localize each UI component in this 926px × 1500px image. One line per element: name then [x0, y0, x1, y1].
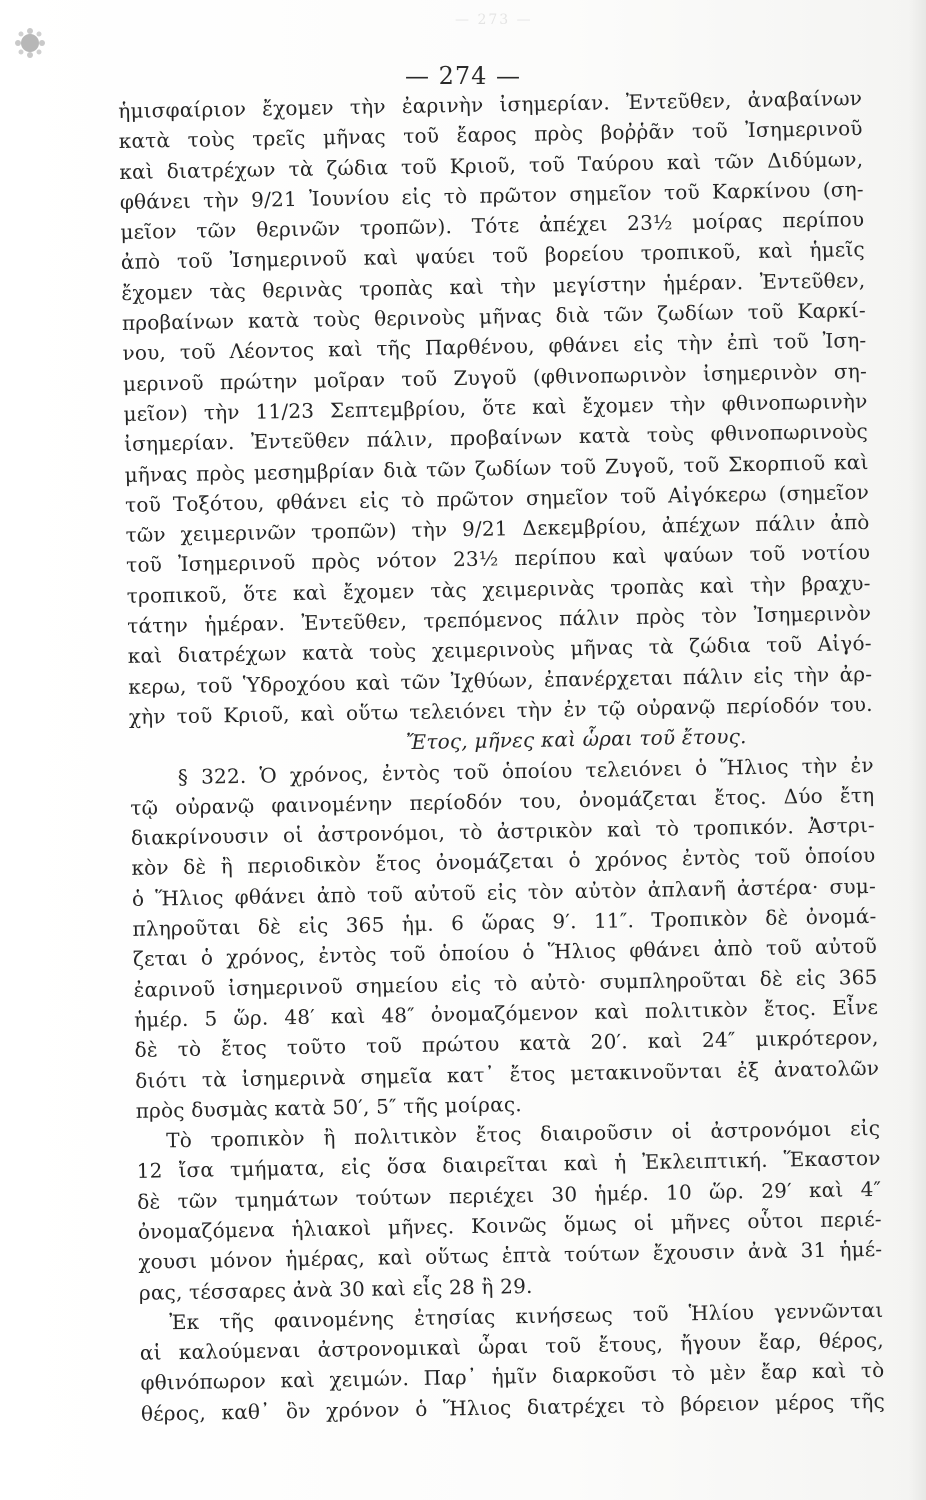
page-number: — 274 — [404, 62, 522, 90]
ink-stain-icon [12, 25, 48, 61]
text-line: κερω, τοῦ Ὑδροχόου καὶ τῶν Ἰχθύων, ἐπανέρχεται πάλιν εἰς τὴν ἀρ- [128, 661, 873, 699]
text-line: ἰσημερίαν. Ἐντεῦθεν πάλιν, προβαίνων κατὰ τοὺς φθινοπωρινοὺς [123, 419, 869, 457]
body-text [118, 83, 885, 1429]
text-line: τροπικοῦ, ὅτε καὶ ἔχομεν τὰς χειμερινὰς τροπὰς καὶ τὴν βραχυ- [126, 570, 871, 608]
text-line: διακρίνουσιν οἱ ἀστρονόμοι, τὸ ἀστρικὸν καὶ τὸ τροπικόν. Ἀστρι- [130, 813, 876, 851]
text-line: πληροῦται δὲ εἰς 365 ἡμ. 6 ὥρας 9′. 11″. Τροπικὸν δὲ ὀνομά- [132, 903, 877, 941]
text-line: χὴν τοῦ Κριοῦ, καὶ οὕτω τελειόνει τὴν ἐν τῷ οὐρανῷ περίοδόν του. [128, 691, 873, 729]
text-line: κὸν δὲ ἢ περιοδικὸν ἔτος ὀνομάζεται ὁ χρόνος ἐντὸς τοῦ ὁποίου [131, 843, 876, 881]
text-line: φθινόπωρον καὶ χειμών. Παρ᾿ ἡμῖν διαρκοῦσι τὸ μὲν ἔαρ καὶ τὸ [140, 1358, 885, 1396]
text-line: καὶ διατρέχων κατὰ τοὺς χειμερινοὺς μῆνας τὰ ζώδια τοῦ Αἰγό- [127, 631, 872, 669]
paragraph-start-line: Τὸ τροπικὸν ἢ πολιτικὸν ἔτος διαιροῦσιν οἱ ἀστρονόμοι εἰς [166, 1115, 881, 1153]
text-line: ὀνομαζόμενα ἡλιακοὶ μῆνες. Κοινῶς ὅμως οἱ μῆνες οὗτοι περιέ- [137, 1206, 882, 1244]
text-line: ἔχομεν τὰς θερινὰς τροπὰς καὶ τὴν μεγίστην ἡμέραν. Ἐντεῦθεν, [121, 267, 866, 305]
text-line: διότι τὰ ἰσημερινὰ σημεῖα κατ᾿ ἔτος μετακινοῦνται ἐξ ἀνατολῶν [134, 1055, 880, 1093]
text-line: μῆνας πρὸς μεσημβρίαν διὰ τῶν ζωδίων τοῦ Ζυγοῦ, τοῦ Σκορπιοῦ καὶ [124, 449, 869, 487]
text-line: δὲ τὸ ἔτος τοῦτο τοῦ πρώτου κατὰ 20′. καὶ 24″ μικρότερον, [134, 1025, 879, 1063]
text-line: δὲ τῶν τμημάτων τούτων περιέχει 30 ἡμέρ. 10 ὥρ. 29′ καὶ 4″ [137, 1176, 882, 1214]
text-line: ζεται ὁ χρόνος, ἐντὸς τοῦ ὁποίου ὁ Ἥλιος φθάνει ἀπὸ τοῦ αὐτοῦ [132, 934, 878, 972]
text-line: θέρος, καθ᾿ ὃν χρόνον ὁ Ἥλιος διατρέχει τὸ βόρειον μέρος τῆς [140, 1388, 886, 1426]
paragraph-start-line: Ἐκ τῆς φαινομένης ἐτησίας κινήσεως τοῦ Ἡλίου γεννῶνται [169, 1297, 884, 1335]
section-paragraph-start: § 322. Ὁ χρόνος, ἐντὸς τοῦ ὁποίου τελειόνει ὁ Ἥλιος τὴν ἐν [177, 752, 874, 789]
text-line: τοῦ Ἰσημερινοῦ πρὸς νότον 23½ περίπου καὶ ψαύων τοῦ νοτίου [125, 540, 871, 578]
text-line: μερινοῦ πρώτην μοῖραν τοῦ Ζυγοῦ (φθινοπωρινὸν ἰσημερινὸν ση- [122, 358, 868, 396]
text-line: αἱ καλούμεναι ἀστρονομικαὶ ὧραι τοῦ ἔτους, ἤγουν ἔαρ, θέρος, [139, 1327, 885, 1365]
text-line: προβαίνων κατὰ τοὺς θερινοὺς μῆνας διὰ τῶν ζωδίων τοῦ Καρκί- [121, 298, 867, 336]
text-line: ἡμισφαίριον ἔχομεν τὴν ἐαρινὴν ἰσημερίαν. Ἐντεῦθεν, ἀναβαίνων [118, 86, 863, 123]
text-line: μεῖον) τὴν 11/23 Σεπτεμβρίου, ὅτε καὶ ἔχομεν τὴν φθινοπωρινὴν [123, 388, 868, 426]
text-line: ἡμέρ. 5 ὥρ. 48′ καὶ 48″ ὀνομαζόμενον καὶ πολιτικὸν ἔτος. Εἶνε [133, 994, 879, 1032]
paragraph-end-line: πρὸς δυσμὰς κατὰ 50′, 5″ τῆς μοίρας. [135, 1091, 522, 1123]
paragraph-end-line: ρας, τέσσαρες ἀνὰ 30 καὶ εἷς 28 ἢ 29. [138, 1273, 533, 1305]
text-line: χουσι μόνον ἡμέρας, καὶ οὕτως ἑπτὰ τούτων ἔχουσιν ἀνὰ 31 ἡμέ- [138, 1237, 883, 1275]
text-line: ἀπὸ τοῦ Ἰσημερινοῦ καὶ ψαύει τοῦ βορείου τροπικοῦ, καὶ ἡμεῖς [120, 237, 866, 275]
page-edge-shadow [908, 0, 926, 1500]
text-line: τάτην ἡμέραν. Ἐντεῦθεν, τρεπόμενος πάλιν πρὸς τὸν Ἰσημερινὸν [127, 600, 872, 638]
section-heading: Ἔτος, μῆνες καὶ ὧραι τοῦ ἔτους. [405, 724, 747, 755]
text-line: μεῖον τῶν θερινῶν τροπῶν). Τότε ἀπέχει 23½ μοίρας περίπου [120, 207, 865, 245]
text-line: τῶν χειμερινῶν τροπῶν) τὴν 9/21 Δεκεμβρίου, ἀπέχων πάλιν ἀπὸ [125, 510, 870, 548]
text-line: 12 ἴσα τμήματα, εἰς ὅσα διαιρεῖται καὶ ἡ Ἐκλειπτική. Ἕκαστον [136, 1146, 881, 1184]
text-line: ἐαρινοῦ ἰσημερινοῦ σημείου εἰς τὸ αὐτὸ· συμπληροῦται δὲ εἰς 365 [133, 964, 878, 1002]
text-line: κατὰ τοὺς τρεῖς μῆνας τοῦ ἔαρος πρὸς βοῤῥᾶν τοῦ Ἰσημερινοῦ [118, 116, 863, 154]
text-line: τοῦ Τοξότου, φθάνει εἰς τὸ πρῶτον σημεῖον τοῦ Αἰγόκερω (σημεῖον [124, 479, 870, 517]
text-line: τῷ οὐρανῷ φαινομένην περίοδόν του, ὀνομάζεται ἔτος. Δύο ἔτη [130, 782, 875, 820]
text-line: καὶ διατρέχων τὰ ζώδια τοῦ Κριοῦ, τοῦ Ταύρου καὶ τῶν Διδύμων, [119, 146, 864, 184]
text-line: νου, τοῦ Λέοντος καὶ τῆς Παρθένου, φθάνει εἰς τὴν ἐπὶ τοῦ Ἰση- [122, 328, 867, 366]
bleed-through-page-number: — 273 — [455, 12, 533, 28]
text-line: ὁ Ἥλιος φθάνει ἀπὸ τοῦ αὐτοῦ εἰς τὸν αὐτὸν ἀπλανῆ ἀστέρα· συμ- [131, 873, 877, 911]
text-line: φθάνει τὴν 9/21 Ἰουνίου εἰς τὸ πρῶτον σημεῖον τοῦ Καρκίνου (ση- [119, 176, 864, 214]
